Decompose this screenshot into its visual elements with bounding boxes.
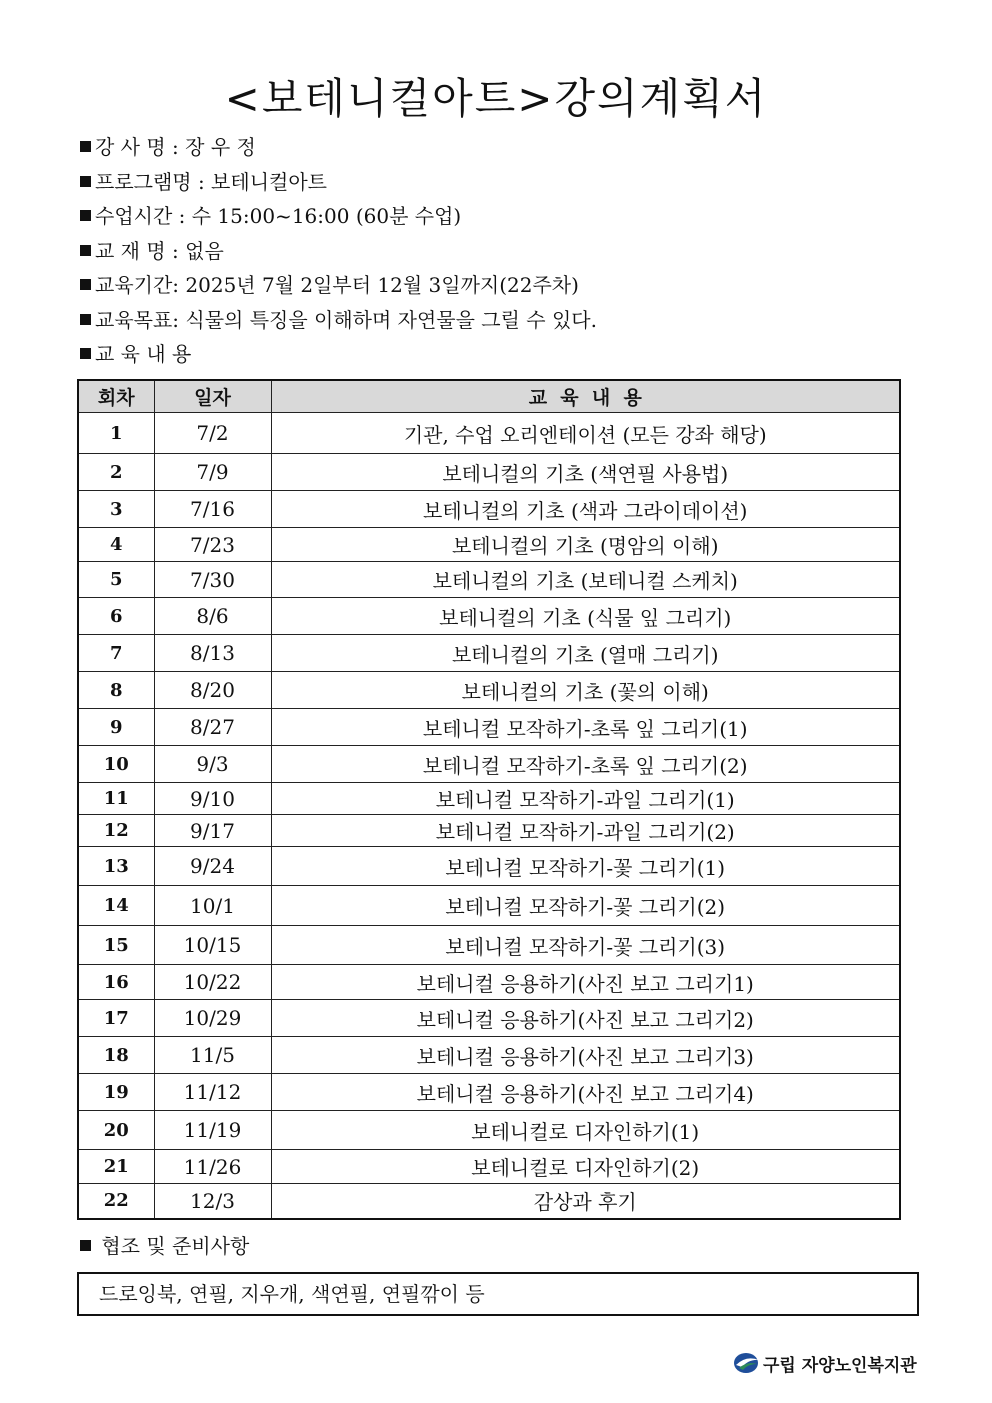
square-bullet-icon: [80, 176, 91, 187]
info-instructor: 강 사 명 : 장 우 정: [80, 130, 597, 165]
table-row: [78, 528, 900, 562]
date-cell: 8/27: [154, 709, 271, 746]
date-cell: 9/10: [154, 783, 271, 815]
date-cell: 7/23: [154, 528, 271, 562]
table-row: [78, 413, 900, 454]
session-cell: 19: [78, 1074, 154, 1111]
welfare-center-logo-icon: [733, 1351, 761, 1375]
date-cell: 11/26: [154, 1150, 271, 1184]
content-cell: 보테니컬의 기초 (색연필 사용법): [271, 454, 900, 491]
table-body: [78, 413, 900, 1219]
date-cell: 7/16: [154, 491, 271, 528]
table-row: [78, 709, 900, 746]
session-cell: 1: [78, 413, 154, 454]
table-row: [78, 598, 900, 635]
content-cell: 보테니컬의 기초 (색과 그라이데이션): [271, 491, 900, 528]
content-cell: 보테니컬의 기초 (보테니컬 스케치): [271, 562, 900, 598]
table-row: [78, 783, 900, 815]
content-cell: 보테니컬 모작하기-초록 잎 그리기(1): [271, 709, 900, 746]
date-cell: 10/29: [154, 1000, 271, 1037]
table-row: [78, 1074, 900, 1111]
table-header-row: [78, 380, 900, 413]
date-cell: 9/24: [154, 847, 271, 886]
square-bullet-icon: [80, 141, 91, 152]
content-cell: 보테니컬 모작하기-꽃 그리기(1): [271, 847, 900, 886]
cooperation-content: 드로잉북, 연필, 지우개, 색연필, 연필깎이 등: [99, 1282, 485, 1306]
session-cell: 9: [78, 709, 154, 746]
session-cell: 18: [78, 1037, 154, 1074]
session-cell: 21: [78, 1150, 154, 1184]
session-cell: 17: [78, 1000, 154, 1037]
info-list: [80, 130, 597, 372]
content-cell: 보테니컬의 기초 (열매 그리기): [271, 635, 900, 672]
date-cell: 10/1: [154, 886, 271, 926]
date-cell: 10/15: [154, 926, 271, 965]
content-cell: 보테니컬 응용하기(사진 보고 그리기4): [271, 1074, 900, 1111]
date-cell: 7/30: [154, 562, 271, 598]
page-title: <보테니컬아트>강의계획서: [224, 74, 768, 123]
content-cell: 보테니컬로 디자인하기(1): [271, 1111, 900, 1150]
table-row: [78, 847, 900, 886]
table-row: [78, 635, 900, 672]
session-cell: 10: [78, 746, 154, 783]
content-cell: 보테니컬로 디자인하기(2): [271, 1150, 900, 1184]
date-cell: 8/20: [154, 672, 271, 709]
session-cell: 5: [78, 562, 154, 598]
date-cell: 11/5: [154, 1037, 271, 1074]
session-cell: 20: [78, 1111, 154, 1150]
session-cell: 7: [78, 635, 154, 672]
table-row: [78, 886, 900, 926]
table-row: [78, 815, 900, 847]
table-row: [78, 1000, 900, 1037]
table-row: [78, 1184, 900, 1219]
square-bullet-icon: [80, 279, 91, 290]
content-cell: 보테니컬의 기초 (명암의 이해): [271, 528, 900, 562]
logo-text: 구립 자양노인복지관: [763, 1355, 917, 1376]
curriculum-table: [77, 379, 901, 1220]
header-session: 회차: [78, 380, 154, 413]
date-cell: 9/17: [154, 815, 271, 847]
logo: [733, 1350, 917, 1376]
table-row: [78, 1111, 900, 1150]
session-cell: 11: [78, 783, 154, 815]
date-cell: 9/3: [154, 746, 271, 783]
content-cell: 보테니컬의 기초 (식물 잎 그리기): [271, 598, 900, 635]
session-cell: 12: [78, 815, 154, 847]
session-cell: 6: [78, 598, 154, 635]
content-cell: 보테니컬 모작하기-과일 그리기(1): [271, 783, 900, 815]
info-textbook: 교 재 명 : 없음: [80, 234, 597, 269]
table-row: [78, 562, 900, 598]
date-cell: 7/9: [154, 454, 271, 491]
date-cell: 12/3: [154, 1184, 271, 1219]
cooperation-heading: 협조 및 준비사항: [80, 1229, 249, 1263]
session-cell: 4: [78, 528, 154, 562]
cooperation-box: [77, 1272, 919, 1316]
square-bullet-icon: [80, 1240, 91, 1251]
info-class-time: 수업시간 : 수 15:00~16:00 (60분 수업): [80, 199, 597, 234]
date-cell: 8/13: [154, 635, 271, 672]
session-cell: 15: [78, 926, 154, 965]
content-cell: 보테니컬 모작하기-초록 잎 그리기(2): [271, 746, 900, 783]
square-bullet-icon: [80, 314, 91, 325]
content-cell: 감상과 후기: [271, 1184, 900, 1219]
info-content-heading: 교 육 내 용: [80, 337, 597, 372]
session-cell: 16: [78, 965, 154, 1000]
date-cell: 7/2: [154, 413, 271, 454]
content-cell: 보테니컬의 기초 (꽃의 이해): [271, 672, 900, 709]
date-cell: 11/19: [154, 1111, 271, 1150]
session-cell: 2: [78, 454, 154, 491]
content-cell: 기관, 수업 오리엔테이션 (모든 강좌 해당): [271, 413, 900, 454]
square-bullet-icon: [80, 245, 91, 256]
info-program: 프로그램명 : 보테니컬아트: [80, 165, 597, 200]
session-cell: 22: [78, 1184, 154, 1219]
content-cell: 보테니컬 응용하기(사진 보고 그리기2): [271, 1000, 900, 1037]
table-row: [78, 672, 900, 709]
square-bullet-icon: [80, 210, 91, 221]
table-row: [78, 1150, 900, 1184]
table-row: [78, 454, 900, 491]
content-cell: 보테니컬 모작하기-꽃 그리기(3): [271, 926, 900, 965]
header-date: 일자: [154, 380, 271, 413]
info-period: 교육기간: 2025년 7월 2일부터 12월 3일까지(22주차): [80, 268, 597, 303]
content-cell: 보테니컬 응용하기(사진 보고 그리기1): [271, 965, 900, 1000]
content-cell: 보테니컬 모작하기-꽃 그리기(2): [271, 886, 900, 926]
date-cell: 8/6: [154, 598, 271, 635]
date-cell: 11/12: [154, 1074, 271, 1111]
header-content: 교 육 내 용: [271, 380, 900, 413]
table-row: [78, 746, 900, 783]
table-row: [78, 926, 900, 965]
session-cell: 14: [78, 886, 154, 926]
session-cell: 13: [78, 847, 154, 886]
date-cell: 10/22: [154, 965, 271, 1000]
table-row: [78, 491, 900, 528]
content-cell: 보테니컬 응용하기(사진 보고 그리기3): [271, 1037, 900, 1074]
square-bullet-icon: [80, 348, 91, 359]
info-goal: 교육목표: 식물의 특징을 이해하며 자연물을 그릴 수 있다.: [80, 303, 597, 338]
session-cell: 3: [78, 491, 154, 528]
session-cell: 8: [78, 672, 154, 709]
table-row: [78, 965, 900, 1000]
content-cell: 보테니컬 모작하기-과일 그리기(2): [271, 815, 900, 847]
table-row: [78, 1037, 900, 1074]
